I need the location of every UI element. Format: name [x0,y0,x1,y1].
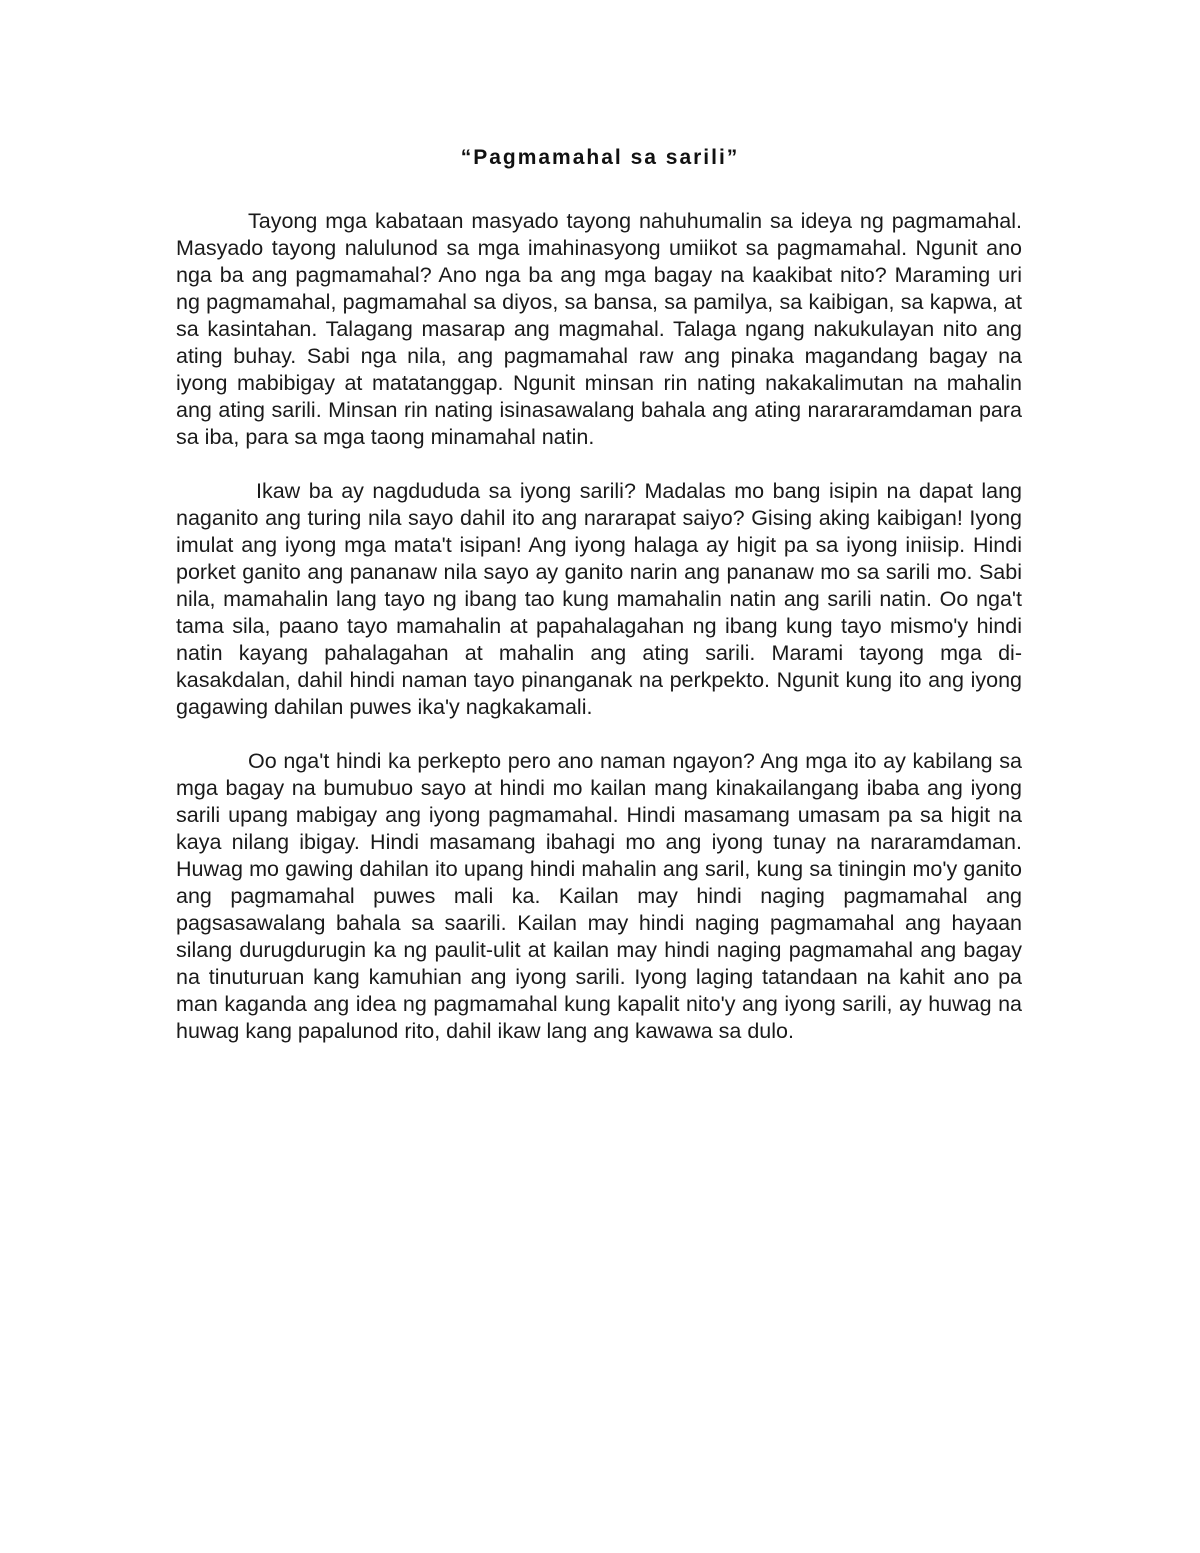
document-body [176,208,1022,1072]
paragraph-3: Oo nga't hindi ka perkepto pero ano naman ngayon? Ang mga ito ay kabilang sa mga bagay na bumubuo sayo at hindi mo kailan mang kinakailangang ibaba ang iyong sarili upang mabigay ang iyong pagmamahal. Hindi masamang umasam pa sa higit na kaya nilang ibigay. Hindi masamang ibahagi mo ang iyong tunay na nararamdaman. Huwag mo gawing dahilan ito upang hindi mahalin ang saril, kung sa tiningin mo'y ganito ang pagmamahal puwes mali ka. Kailan may hindi naging pagmamahal ang pagsasawalang bahala sa saarili. Kailan may hindi naging pagmamahal ang hayaan silang durugdurugin ka ng paulit-ulit at kailan may hindi naging pagmamahal ang bagay na tinuturuan kang kamuhian ang iyong sarili. Iyong laging tatandaan na kahit ano pa man kaganda ang idea ng pagmamahal kung kapalit nito'y ang iyong sarili, ay huwag na huwag kang papalunod rito, dahil ikaw lang ang kawawa sa dulo. [176,749,1022,1043]
paragraph-1: Tayong mga kabataan masyado tayong nahuhumalin sa ideya ng pagmamahal. Masyado tayong nalulunod sa mga imahinasyong umiikot sa pagmamahal. Ngunit ano nga ba ang pagmamahal? Ano nga ba ang mga bagay na kaakibat nito? Maraming uri ng pagmamahal, pagmamahal sa diyos, sa bansa, sa pamilya, sa kaibigan, sa kapwa, at sa kasintahan. Talagang masarap ang magmahal. Talaga ngang nakukulayan nito ang ating buhay. Sabi nga nila, ang pagmamahal raw ang pinaka magandang bagay na iyong mabibigay at matatanggap. Ngunit minsan rin nating nakakalimutan na mahalin ang ating sarili. Minsan rin nating isinasawalang bahala ang ating narararamdaman para sa iba, para sa mga taong minamahal natin. [176,209,1022,449]
paragraph-2: Ikaw ba ay nagdududa sa iyong sarili? Madalas mo bang isipin na dapat lang naganito ang turing nila sayo dahil ito ang nararapat saiyo? Gising aking kaibigan! Iyong imulat ang iyong mga mata't isipan! Ang iyong halaga ay higit pa sa iyong iniisip. Hindi porket ganito ang pananaw nila sayo ay ganito narin ang pananaw mo sa sarili mo. Sabi nila, mamahalin lang tayo ng ibang tao kung mamahalin natin ang sarili natin. Oo nga't tama sila, paano tayo mamahalin at papahalagahan ng ibang kung tayo mismo'y hindi natin kayang pahalagahan at mahalin ang ating sarili. Marami tayong mga di-kasakdalan, dahil hindi naman tayo pinanganak na perkpekto. Ngunit kung ito ang iyong gagawing dahilan puwes ika'y nagkakamali. [176,479,1022,719]
document-title: “Pagmamahal sa sarili” [460,146,740,169]
